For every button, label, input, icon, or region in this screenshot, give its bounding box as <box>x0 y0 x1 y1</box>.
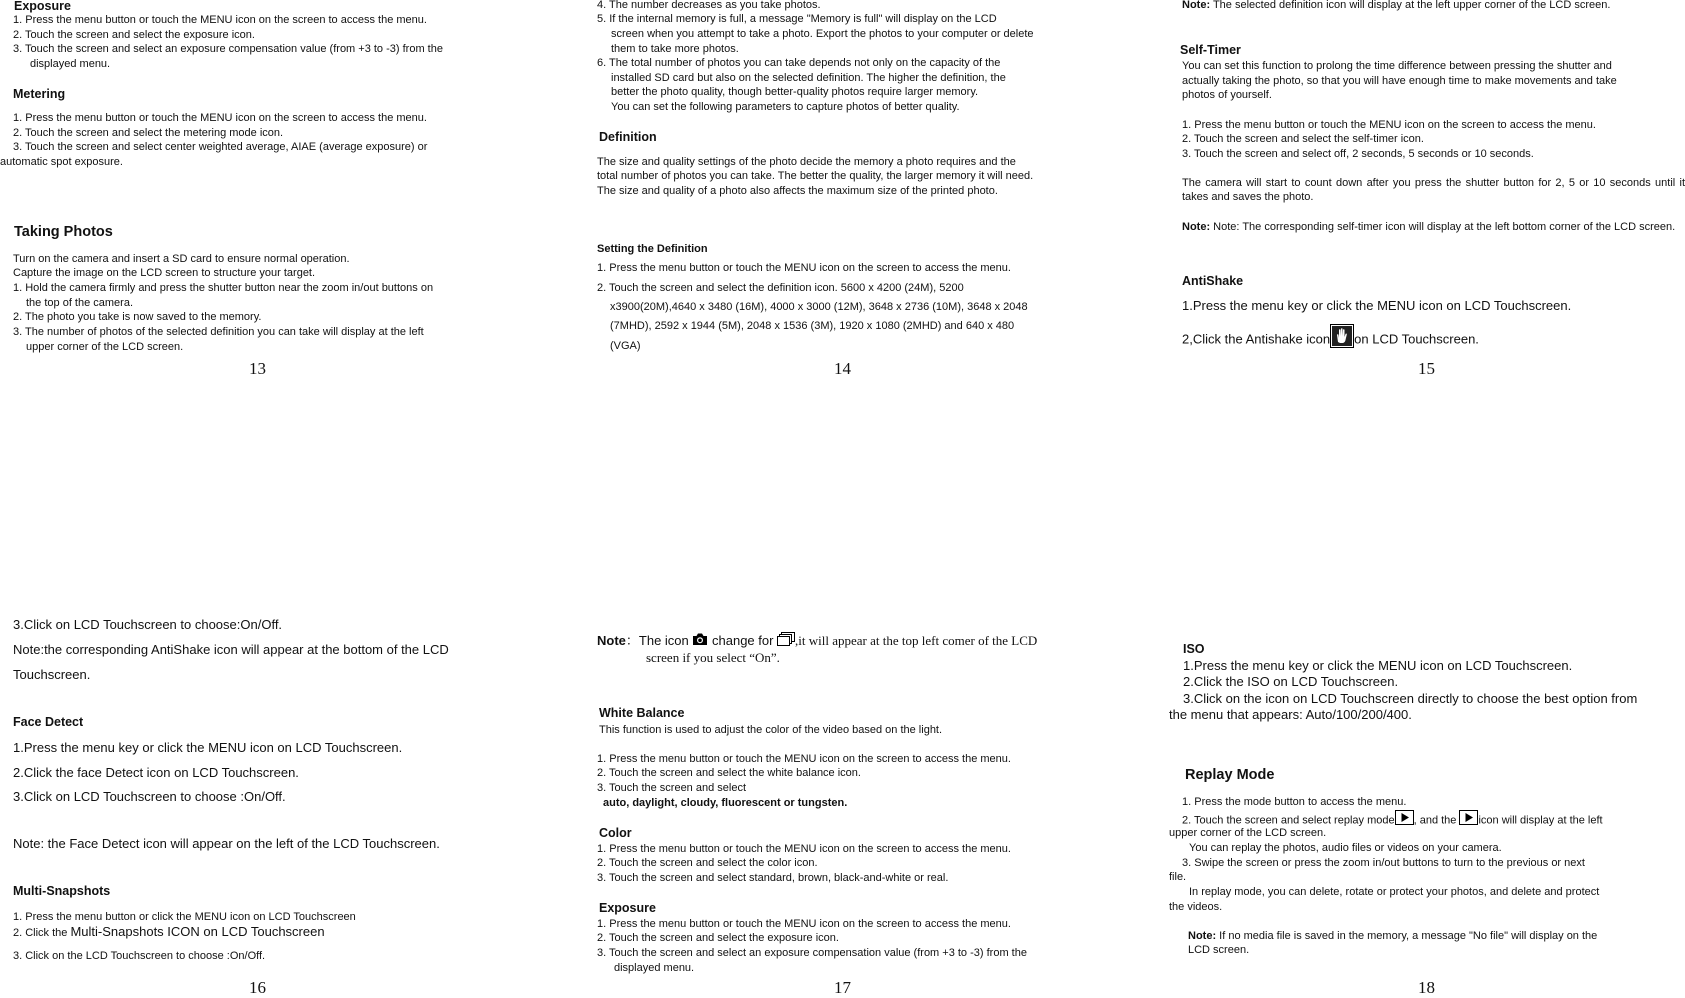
text-line: You can set the following parameters to capture photos of better quality. <box>611 101 960 113</box>
text-part: on LCD Touchscreen. <box>1354 331 1479 347</box>
text-line: 5. If the internal memory is full, a message "Memory is full" will display on the LCD <box>597 13 997 25</box>
step: displayed menu. <box>614 962 695 974</box>
step: automatic spot exposure. <box>0 156 123 168</box>
note-label: Note: <box>1182 221 1211 233</box>
step: 3. Touch the screen and select <box>597 782 747 794</box>
page-number: 13 <box>249 359 266 378</box>
step: 2. Touch the screen and select the metering mode icon. <box>13 127 284 139</box>
note-label: Note <box>597 633 626 648</box>
text-line: 3. Swipe the screen or press the zoom in/out buttons to turn to the previous or next <box>1182 857 1585 869</box>
text-line: screen when you attempt to take a photo. Export the photos to your computer or delete <box>611 28 1034 40</box>
text-line: x3900(20M),4640 x 3480 (16M), 4000 x 3000 (12M), 3648 x 2736 (10M), 3648 x 2048 <box>610 301 1028 313</box>
note-label: Note: <box>1188 930 1217 942</box>
text-line: This function is used to adjust the color of the video based on the light. <box>599 724 943 736</box>
step: 3. Touch the screen and select center weighted average, AIAE (average exposure) or <box>13 141 428 153</box>
text-line: (7MHD), 2592 x 1944 (5M), 2048 x 1536 (3M), 1920 x 1080 (2MHD) and 640 x 480 <box>610 320 1015 332</box>
step: 1. Press the menu button or touch the MENU icon on the screen to access the menu. <box>13 14 427 26</box>
note-line <box>1182 0 1610 12</box>
camera-icon <box>692 632 708 651</box>
text-line: 1.Press the menu key or click the MENU icon on LCD Touchscreen. <box>13 740 403 755</box>
text-line: You can replay the photos, audio files or videos on your camera. <box>1189 842 1502 854</box>
page-number: 15 <box>1418 359 1435 378</box>
text-part: ,it will appear at the top left comer of the LCD <box>795 633 1038 648</box>
step: 1. Press the menu button or touch the MENU icon on the screen to access the menu. <box>13 112 427 124</box>
face-detect-note: Note: the Face Detect icon will appear on the left of the LCD Touchscreen. <box>13 836 440 851</box>
white-balance-options: auto, daylight, cloudy, fluorescent or tungsten. <box>603 797 848 809</box>
text-line: Note:the corresponding AntiShake icon will appear at the bottom of the LCD <box>13 642 449 657</box>
text-part: icon will display at the left <box>1478 814 1603 827</box>
text-line: upper corner of the LCD screen. <box>26 341 184 353</box>
text-line: The size and quality settings of the photo decide the memory a photo requires and the <box>597 156 1016 168</box>
text-line: file. <box>1169 871 1187 883</box>
text-line: 2. The photo you take is now saved to the memory. <box>13 311 262 323</box>
exposure-heading: Exposure <box>14 0 71 13</box>
text-line: 1.Press the menu key or click the MENU icon on LCD Touchscreen. <box>1182 298 1572 313</box>
text-line: 1.Press the menu key or click the MENU icon on LCD Touchscreen. <box>1183 658 1573 673</box>
multi-line <box>13 925 325 940</box>
antishake-heading: AntiShake <box>1182 274 1244 288</box>
text-part: The icon <box>638 633 693 648</box>
page-number: 14 <box>834 359 851 378</box>
text-line: LCD screen. <box>1188 944 1250 956</box>
taking-photos-heading: Taking Photos <box>14 224 113 240</box>
step: 3. Touch the screen and select off, 2 seconds, 5 seconds or 10 seconds. <box>1182 148 1534 160</box>
self-timer-heading: Self-Timer <box>1180 43 1241 57</box>
text-line: 3.Click on the icon on LCD Touchscreen directly to choose the best option from <box>1183 691 1638 706</box>
text-line: In replay mode, you can delete, rotate or protect your photos, and delete and protect <box>1189 886 1600 898</box>
text-line: photos of yourself. <box>1182 89 1272 101</box>
text-part: 2. Click the <box>13 927 71 939</box>
page-number: 17 <box>834 978 851 997</box>
iso-heading: ISO <box>1183 642 1205 656</box>
text-line: upper corner of the LCD screen. <box>1169 827 1327 839</box>
replay-note <box>1188 929 1597 943</box>
color-heading: Color <box>599 826 632 840</box>
note-text: If no media file is saved in the memory, a message "No file" will display on the <box>1216 930 1598 942</box>
self-timer-paragraph: The camera will start to count down after you press the shutter button for 2, 5 or 10 seconds until it takes and saves the photo. <box>1182 177 1685 203</box>
text-line: The size and quality of a photo also affects the maximum size of the printed photo. <box>597 185 998 197</box>
text-line: the top of the camera. <box>26 297 134 309</box>
text-part: , and the <box>1413 814 1460 827</box>
face-detect-heading: Face Detect <box>13 715 84 729</box>
hand-icon <box>1330 324 1354 356</box>
white-balance-heading: White Balance <box>599 706 685 720</box>
multi-snapshots-heading: Multi-Snapshots <box>13 884 111 898</box>
text-line: Capture the image on the LCD screen to structure your target. <box>13 267 316 279</box>
text-line: 1. Press the menu button or touch the MENU icon on the screen to access the menu. <box>597 262 1011 274</box>
step: 1. Press the menu button or touch the MENU icon on the screen to access the menu. <box>1182 119 1596 131</box>
step: displayed menu. <box>30 58 111 70</box>
step: 3. Touch the screen and select standard, brown, black-and-white or real. <box>597 872 949 884</box>
definition-heading: Definition <box>599 130 657 144</box>
step: 2. Touch the screen and select the exposure icon. <box>597 932 839 944</box>
page-number: 18 <box>1418 978 1435 997</box>
text-line: screen if you select “On”. <box>646 650 780 665</box>
replay-mode-heading: Replay Mode <box>1185 767 1275 783</box>
exposure-heading: Exposure <box>599 901 656 915</box>
text-line: 4. The number decreases as you take photos. <box>597 0 821 11</box>
play-icon <box>1395 810 1414 831</box>
text-line: 1. Press the menu button or click the MENU icon on LCD Touchscreen <box>13 911 356 923</box>
text-line: the videos. <box>1169 901 1223 913</box>
step: 1. Press the menu button or touch the MENU icon on the screen to access the menu. <box>597 753 1011 765</box>
note-line <box>597 632 1037 650</box>
text-line: 1. Hold the camera firmly and press the shutter button near the zoom in/out buttons on <box>13 282 434 294</box>
text-line: 2. Touch the screen and select the definition icon. 5600 x 4200 (24M), 5200 <box>597 282 964 294</box>
multi-frame-icon <box>777 632 795 651</box>
note-text: The selected definition icon will display at the left upper corner of the LCD screen. <box>1210 0 1611 11</box>
step: 3. Touch the screen and select an exposure compensation value (from +3 to -3) from the <box>597 947 1027 959</box>
text-line: total number of photos you can take. The better the quality, the larger memory it will need. <box>597 170 1034 182</box>
text-line: better the photo quality, though better-quality photos require larger memory. <box>611 86 979 98</box>
text-part: 2. Touch the screen and select replay mode <box>1182 814 1395 827</box>
step: 2. Touch the screen and select the white balance icon. <box>597 767 861 779</box>
antishake-line <box>1182 324 1479 348</box>
text-line: 3.Click on LCD Touchscreen to choose:On/Off. <box>13 617 283 632</box>
self-timer-note <box>1182 220 1685 234</box>
text-line: them to take more photos. <box>611 43 739 55</box>
text-line: Turn on the camera and insert a SD card to ensure normal operation. <box>13 253 350 265</box>
text-line: 2.Click the ISO on LCD Touchscreen. <box>1183 674 1399 689</box>
text-line: the menu that appears: Auto/100/200/400. <box>1169 707 1412 722</box>
text-line: 2.Click the face Detect icon on LCD Touchscreen. <box>13 765 299 780</box>
text-part: change for <box>708 633 778 648</box>
text-line: 3. Click on the LCD Touchscreen to choose :On/Off. <box>13 950 266 962</box>
text-part: Multi-Snapshots ICON on LCD Touchscreen <box>70 924 325 939</box>
step: 2. Touch the screen and select the self-timer icon. <box>1182 133 1424 145</box>
text-line: 1. Press the mode button to access the menu. <box>1182 796 1407 808</box>
step: 2. Touch the screen and select the exposure icon. <box>13 29 255 41</box>
text-line: 3.Click on LCD Touchscreen to choose :On/Off. <box>13 789 286 804</box>
text-line: Touchscreen. <box>13 667 91 682</box>
step: 1. Press the menu button or touch the MENU icon on the screen to access the menu. <box>597 918 1011 930</box>
play-icon <box>1459 810 1478 831</box>
text-line: actually taking the photo, so that you will have enough time to make movements and take <box>1182 75 1617 87</box>
text-line: 6. The total number of photos you can take depends not only on the capacity of the <box>597 57 1001 69</box>
text-line: You can set this function to prolong the time difference between pressing the shutter and <box>1182 60 1612 72</box>
text-line: (VGA) <box>610 340 641 352</box>
text-line: installed SD card but also on the selected definition. The higher the definition, the <box>611 72 1006 84</box>
text-part: ： <box>625 633 639 648</box>
page-number: 16 <box>249 978 266 997</box>
step: 1. Press the menu button or touch the MENU icon on the screen to access the menu. <box>597 843 1011 855</box>
text-part: 2,Click the Antishake icon <box>1182 331 1331 347</box>
note-text: Note: The corresponding self-timer icon will display at the left bottom corner of the LCD screen. <box>1210 221 1676 233</box>
text-line: 3. The number of photos of the selected definition you can take will display at the left <box>13 326 424 338</box>
step: 3. Touch the screen and select an exposure compensation value (from +3 to -3) from the <box>13 43 443 55</box>
metering-heading: Metering <box>13 87 66 101</box>
step: 2. Touch the screen and select the color icon. <box>597 857 818 869</box>
setting-definition-heading: Setting the Definition <box>597 243 708 255</box>
note-label: Note: <box>1182 0 1211 11</box>
